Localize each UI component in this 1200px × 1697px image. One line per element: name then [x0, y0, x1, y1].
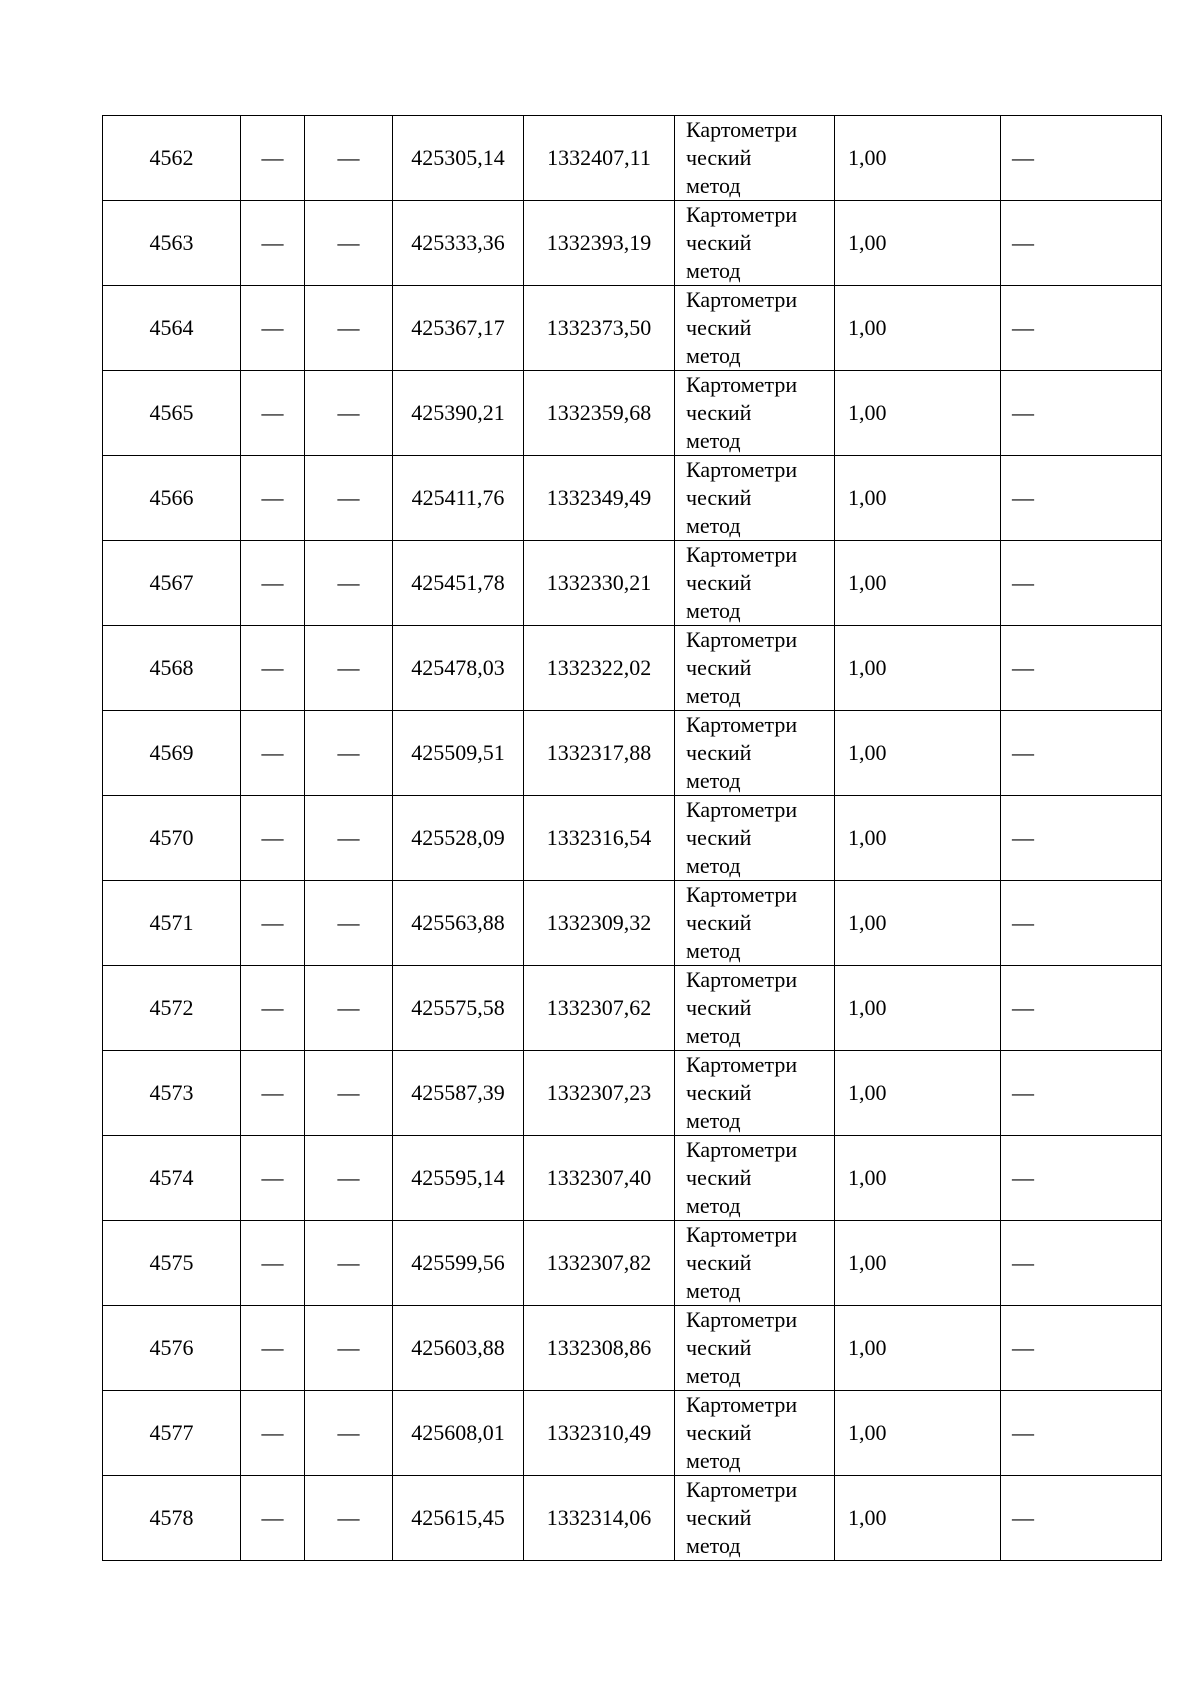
empty-value-cell: — [241, 1391, 305, 1476]
accuracy-cell: 1,00 [835, 541, 1001, 626]
method-text-line: метод [686, 343, 741, 368]
method-text-line: ческий [686, 1420, 752, 1445]
table-row [103, 1051, 1162, 1136]
method-text-line: метод [686, 683, 741, 708]
description-cell: — [1001, 711, 1162, 796]
accuracy-cell: 1,00 [835, 1136, 1001, 1221]
method-text-line: ческий [686, 1165, 752, 1190]
table-body [103, 116, 1162, 1561]
point-number-cell: 4572 [103, 966, 241, 1051]
method-text-line: ческий [686, 1080, 752, 1105]
method-text-line: метод [686, 1363, 741, 1388]
empty-value-cell: — [305, 966, 393, 1051]
method-text-line: ческий [686, 655, 752, 680]
table-row [103, 541, 1162, 626]
method-text-line: Картометри [686, 202, 798, 227]
method-text-line: метод [686, 1023, 741, 1048]
table-row [103, 371, 1162, 456]
description-cell: — [1001, 456, 1162, 541]
accuracy-cell: 1,00 [835, 1476, 1001, 1561]
y-coordinate-cell: 1332349,49 [524, 456, 675, 541]
empty-value-cell: — [305, 116, 393, 201]
empty-value-cell: — [241, 1221, 305, 1306]
y-coordinate-cell: 1332307,23 [524, 1051, 675, 1136]
point-number-cell: 4577 [103, 1391, 241, 1476]
y-coordinate-cell: 1332314,06 [524, 1476, 675, 1561]
method-cell [675, 286, 835, 371]
method-cell [675, 541, 835, 626]
point-number-cell: 4565 [103, 371, 241, 456]
empty-value-cell: — [241, 626, 305, 711]
accuracy-cell: 1,00 [835, 371, 1001, 456]
y-coordinate-cell: 1332359,68 [524, 371, 675, 456]
x-coordinate-cell: 425603,88 [393, 1306, 524, 1391]
accuracy-cell: 1,00 [835, 966, 1001, 1051]
description-cell: — [1001, 541, 1162, 626]
point-number-cell: 4566 [103, 456, 241, 541]
method-text-line: ческий [686, 910, 752, 935]
method-text-line: Картометри [686, 1222, 798, 1247]
empty-value-cell: — [305, 796, 393, 881]
method-cell [675, 626, 835, 711]
description-cell: — [1001, 1221, 1162, 1306]
table-row [103, 286, 1162, 371]
method-text-line: метод [686, 1278, 741, 1303]
empty-value-cell: — [305, 1221, 393, 1306]
method-cell [675, 796, 835, 881]
table-row [103, 711, 1162, 796]
empty-value-cell: — [305, 1306, 393, 1391]
method-text-line: метод [686, 258, 741, 283]
method-cell [675, 116, 835, 201]
x-coordinate-cell: 425528,09 [393, 796, 524, 881]
method-text-line: Картометри [686, 1307, 798, 1332]
method-cell [675, 966, 835, 1051]
empty-value-cell: — [241, 541, 305, 626]
method-text-line: метод [686, 768, 741, 793]
empty-value-cell: — [241, 1306, 305, 1391]
x-coordinate-cell: 425587,39 [393, 1051, 524, 1136]
method-text-line: метод [686, 513, 741, 538]
point-number-cell: 4569 [103, 711, 241, 796]
table-row [103, 1391, 1162, 1476]
table-row [103, 796, 1162, 881]
accuracy-cell: 1,00 [835, 456, 1001, 541]
empty-value-cell: — [305, 371, 393, 456]
y-coordinate-cell: 1332308,86 [524, 1306, 675, 1391]
method-text-line: ческий [686, 485, 752, 510]
method-text-line: Картометри [686, 627, 798, 652]
accuracy-cell: 1,00 [835, 796, 1001, 881]
method-cell [675, 1221, 835, 1306]
description-cell: — [1001, 371, 1162, 456]
point-number-cell: 4563 [103, 201, 241, 286]
y-coordinate-cell: 1332407,11 [524, 116, 675, 201]
y-coordinate-cell: 1332393,19 [524, 201, 675, 286]
empty-value-cell: — [305, 626, 393, 711]
table-row [103, 881, 1162, 966]
method-text-line: метод [686, 173, 741, 198]
method-text-line: ческий [686, 1335, 752, 1360]
method-text-line: Картометри [686, 1137, 798, 1162]
description-cell: — [1001, 881, 1162, 966]
empty-value-cell: — [241, 371, 305, 456]
method-text-line: ческий [686, 740, 752, 765]
description-cell: — [1001, 626, 1162, 711]
empty-value-cell: — [241, 286, 305, 371]
x-coordinate-cell: 425575,58 [393, 966, 524, 1051]
table-row [103, 1306, 1162, 1391]
x-coordinate-cell: 425478,03 [393, 626, 524, 711]
method-text-line: метод [686, 428, 741, 453]
empty-value-cell: — [241, 456, 305, 541]
method-cell [675, 711, 835, 796]
x-coordinate-cell: 425451,78 [393, 541, 524, 626]
description-cell: — [1001, 966, 1162, 1051]
method-text-line: Картометри [686, 712, 798, 737]
method-text-line: Картометри [686, 967, 798, 992]
y-coordinate-cell: 1332310,49 [524, 1391, 675, 1476]
point-number-cell: 4573 [103, 1051, 241, 1136]
coordinates-table [102, 115, 1162, 1561]
method-text-line: Картометри [686, 1477, 798, 1502]
y-coordinate-cell: 1332316,54 [524, 796, 675, 881]
method-cell [675, 1391, 835, 1476]
method-text-line: Картометри [686, 457, 798, 482]
point-number-cell: 4571 [103, 881, 241, 966]
accuracy-cell: 1,00 [835, 711, 1001, 796]
empty-value-cell: — [305, 711, 393, 796]
method-text-line: метод [686, 853, 741, 878]
method-text-line: метод [686, 1448, 741, 1473]
point-number-cell: 4578 [103, 1476, 241, 1561]
accuracy-cell: 1,00 [835, 881, 1001, 966]
method-cell [675, 456, 835, 541]
x-coordinate-cell: 425563,88 [393, 881, 524, 966]
description-cell: — [1001, 286, 1162, 371]
method-text-line: Картометри [686, 1052, 798, 1077]
accuracy-cell: 1,00 [835, 286, 1001, 371]
x-coordinate-cell: 425411,76 [393, 456, 524, 541]
x-coordinate-cell: 425333,36 [393, 201, 524, 286]
table-row [103, 1136, 1162, 1221]
y-coordinate-cell: 1332307,40 [524, 1136, 675, 1221]
accuracy-cell: 1,00 [835, 201, 1001, 286]
point-number-cell: 4568 [103, 626, 241, 711]
empty-value-cell: — [241, 966, 305, 1051]
empty-value-cell: — [241, 201, 305, 286]
method-text-line: метод [686, 1193, 741, 1218]
x-coordinate-cell: 425509,51 [393, 711, 524, 796]
description-cell: — [1001, 1476, 1162, 1561]
empty-value-cell: — [305, 881, 393, 966]
point-number-cell: 4576 [103, 1306, 241, 1391]
empty-value-cell: — [305, 286, 393, 371]
method-cell [675, 881, 835, 966]
accuracy-cell: 1,00 [835, 116, 1001, 201]
empty-value-cell: — [241, 1476, 305, 1561]
point-number-cell: 4562 [103, 116, 241, 201]
table-row [103, 1476, 1162, 1561]
empty-value-cell: — [305, 201, 393, 286]
method-text-line: Картометри [686, 372, 798, 397]
y-coordinate-cell: 1332373,50 [524, 286, 675, 371]
table-row [103, 116, 1162, 201]
method-text-line: ческий [686, 400, 752, 425]
table-row [103, 1221, 1162, 1306]
empty-value-cell: — [241, 1051, 305, 1136]
method-cell [675, 1476, 835, 1561]
method-text-line: ческий [686, 570, 752, 595]
x-coordinate-cell: 425390,21 [393, 371, 524, 456]
x-coordinate-cell: 425599,56 [393, 1221, 524, 1306]
point-number-cell: 4567 [103, 541, 241, 626]
point-number-cell: 4570 [103, 796, 241, 881]
method-cell [675, 1136, 835, 1221]
method-text-line: ческий [686, 1250, 752, 1275]
y-coordinate-cell: 1332330,21 [524, 541, 675, 626]
x-coordinate-cell: 425367,17 [393, 286, 524, 371]
empty-value-cell: — [241, 116, 305, 201]
x-coordinate-cell: 425615,45 [393, 1476, 524, 1561]
empty-value-cell: — [305, 1391, 393, 1476]
description-cell: — [1001, 1306, 1162, 1391]
method-text-line: ческий [686, 315, 752, 340]
x-coordinate-cell: 425595,14 [393, 1136, 524, 1221]
method-text-line: ческий [686, 145, 752, 170]
method-text-line: ческий [686, 230, 752, 255]
method-text-line: Картометри [686, 287, 798, 312]
method-text-line: Картометри [686, 797, 798, 822]
table-row [103, 201, 1162, 286]
method-text-line: ческий [686, 825, 752, 850]
x-coordinate-cell: 425608,01 [393, 1391, 524, 1476]
empty-value-cell: — [305, 456, 393, 541]
empty-value-cell: — [305, 1476, 393, 1561]
empty-value-cell: — [241, 796, 305, 881]
method-cell [675, 1051, 835, 1136]
y-coordinate-cell: 1332309,32 [524, 881, 675, 966]
empty-value-cell: — [305, 541, 393, 626]
description-cell: — [1001, 1136, 1162, 1221]
empty-value-cell: — [241, 881, 305, 966]
method-text-line: метод [686, 1533, 741, 1558]
point-number-cell: 4574 [103, 1136, 241, 1221]
table-row [103, 456, 1162, 541]
y-coordinate-cell: 1332307,82 [524, 1221, 675, 1306]
method-text-line: Картометри [686, 117, 798, 142]
method-cell [675, 1306, 835, 1391]
method-text-line: Картометри [686, 882, 798, 907]
description-cell: — [1001, 1051, 1162, 1136]
method-text-line: ческий [686, 1505, 752, 1530]
method-text-line: Картометри [686, 542, 798, 567]
accuracy-cell: 1,00 [835, 1391, 1001, 1476]
method-text-line: Картометри [686, 1392, 798, 1417]
y-coordinate-cell: 1332317,88 [524, 711, 675, 796]
accuracy-cell: 1,00 [835, 626, 1001, 711]
x-coordinate-cell: 425305,14 [393, 116, 524, 201]
empty-value-cell: — [305, 1136, 393, 1221]
method-text-line: метод [686, 1108, 741, 1133]
method-cell [675, 371, 835, 456]
accuracy-cell: 1,00 [835, 1306, 1001, 1391]
description-cell: — [1001, 1391, 1162, 1476]
method-text-line: метод [686, 598, 741, 623]
point-number-cell: 4564 [103, 286, 241, 371]
method-text-line: метод [686, 938, 741, 963]
method-text-line: ческий [686, 995, 752, 1020]
description-cell: — [1001, 796, 1162, 881]
point-number-cell: 4575 [103, 1221, 241, 1306]
empty-value-cell: — [305, 1051, 393, 1136]
description-cell: — [1001, 201, 1162, 286]
method-cell [675, 201, 835, 286]
accuracy-cell: 1,00 [835, 1051, 1001, 1136]
accuracy-cell: 1,00 [835, 1221, 1001, 1306]
table-row [103, 966, 1162, 1051]
y-coordinate-cell: 1332322,02 [524, 626, 675, 711]
empty-value-cell: — [241, 711, 305, 796]
description-cell: — [1001, 116, 1162, 201]
table-row [103, 626, 1162, 711]
empty-value-cell: — [241, 1136, 305, 1221]
y-coordinate-cell: 1332307,62 [524, 966, 675, 1051]
